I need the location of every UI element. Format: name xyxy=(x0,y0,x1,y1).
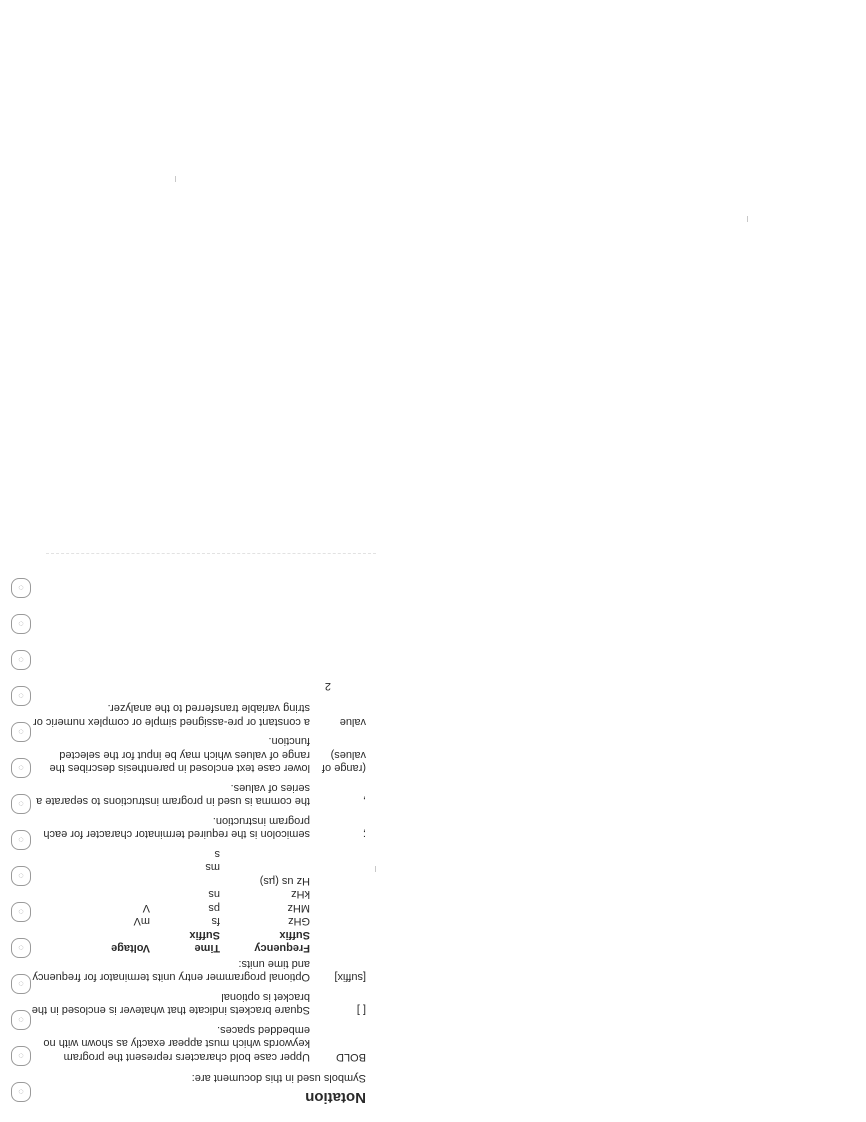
punch-hole-icon: ◌ xyxy=(11,1046,31,1066)
units-cell: MHz xyxy=(287,902,310,914)
units-cell xyxy=(220,860,310,874)
punch-hole-icon: ◌ xyxy=(11,686,31,706)
units-subheader xyxy=(80,928,150,942)
units-header: Frequency xyxy=(254,942,310,955)
units-cell: ns xyxy=(208,888,220,901)
units-cell xyxy=(220,847,310,861)
entry-term: [ ] xyxy=(356,1004,366,1017)
entry-semicolon xyxy=(31,814,366,841)
units-cell: V xyxy=(142,902,150,914)
entry-term: [suffix] xyxy=(334,971,366,984)
punch-hole-icon: ◌ xyxy=(11,1082,31,1102)
entry-suffix xyxy=(31,847,366,984)
units-cell xyxy=(150,874,220,888)
entry-desc: a constant or pre-assigned simple or complex numeric or string variable transferred to the analyzer. xyxy=(33,702,310,728)
units-cell xyxy=(80,887,150,901)
units-cell: Hz us (µs) xyxy=(259,875,310,887)
punch-hole-icon: ◌ xyxy=(11,758,31,778)
entry-desc: the comma is used in program instructions to separate a series of values. xyxy=(36,782,310,808)
entry-desc: lower case text enclosed in parenthesis describes the range of values which may be input for the selected function. xyxy=(49,735,310,775)
entry-range xyxy=(31,734,366,775)
scan-speck xyxy=(747,216,748,222)
units-cell: ms xyxy=(205,861,220,874)
units-table xyxy=(31,847,310,955)
entry-desc: Upper case bold characters represent the program keywords which must appear exactly as shown with no embedded spaces. xyxy=(43,1024,310,1063)
entry-desc-text: Optional programmer entry units terminator for frequency and time units: xyxy=(32,958,310,984)
punch-hole-icon: ◌ xyxy=(11,614,31,634)
entry-desc: Square brackets indicate that whatever is enclosed in the bracket is optional xyxy=(31,991,310,1017)
entry-term: value xyxy=(339,716,366,728)
entry-term: (range of values) xyxy=(321,749,366,775)
intro-text: Symbols used in this document are: xyxy=(191,1072,366,1085)
units-header: Voltage xyxy=(111,942,150,955)
punch-hole-icon: ◌ xyxy=(11,794,31,814)
units-header: Time xyxy=(194,942,220,955)
punch-hole-icon: ◌ xyxy=(11,938,31,958)
entry-bold xyxy=(31,1023,366,1064)
entry-comma xyxy=(31,781,366,808)
punch-hole-icon: ◌ xyxy=(11,578,31,598)
entry-term: , xyxy=(362,795,366,808)
units-subheader: Suffix xyxy=(279,929,310,941)
entry-term: ; xyxy=(362,828,366,841)
units-cell: ps xyxy=(208,902,220,914)
entry-value xyxy=(31,701,366,728)
punch-hole-icon: ◌ xyxy=(11,1010,31,1030)
units-cell xyxy=(80,847,150,861)
units-cell: kHz xyxy=(291,888,310,901)
punch-holes xyxy=(7,542,31,1102)
units-cell: mV xyxy=(133,915,150,928)
entry-desc: semicolon is the required terminator character for each program instruction. xyxy=(43,815,310,841)
units-subheader: Suffix xyxy=(189,929,220,941)
units-cell: fs xyxy=(211,915,220,928)
punch-hole-icon: ◌ xyxy=(11,830,31,850)
scan-speck xyxy=(175,176,176,182)
page-number: 2 xyxy=(324,680,331,692)
entry-brackets xyxy=(31,990,366,1017)
notation-content xyxy=(31,544,366,1104)
punch-hole-icon: ◌ xyxy=(11,902,31,922)
units-cell: s xyxy=(214,848,220,860)
entry-term: BOLD xyxy=(336,1051,366,1063)
units-cell: GHz xyxy=(288,915,310,928)
page-title: Notation xyxy=(305,1089,366,1106)
units-cell xyxy=(80,874,150,888)
punch-hole-icon: ◌ xyxy=(11,722,31,742)
punch-hole-icon: ◌ xyxy=(11,974,31,994)
scan-speck xyxy=(375,866,376,872)
punch-hole-icon: ◌ xyxy=(11,650,31,670)
punch-hole-icon: ◌ xyxy=(11,866,31,886)
entry-desc xyxy=(31,847,310,984)
units-cell xyxy=(80,860,150,874)
